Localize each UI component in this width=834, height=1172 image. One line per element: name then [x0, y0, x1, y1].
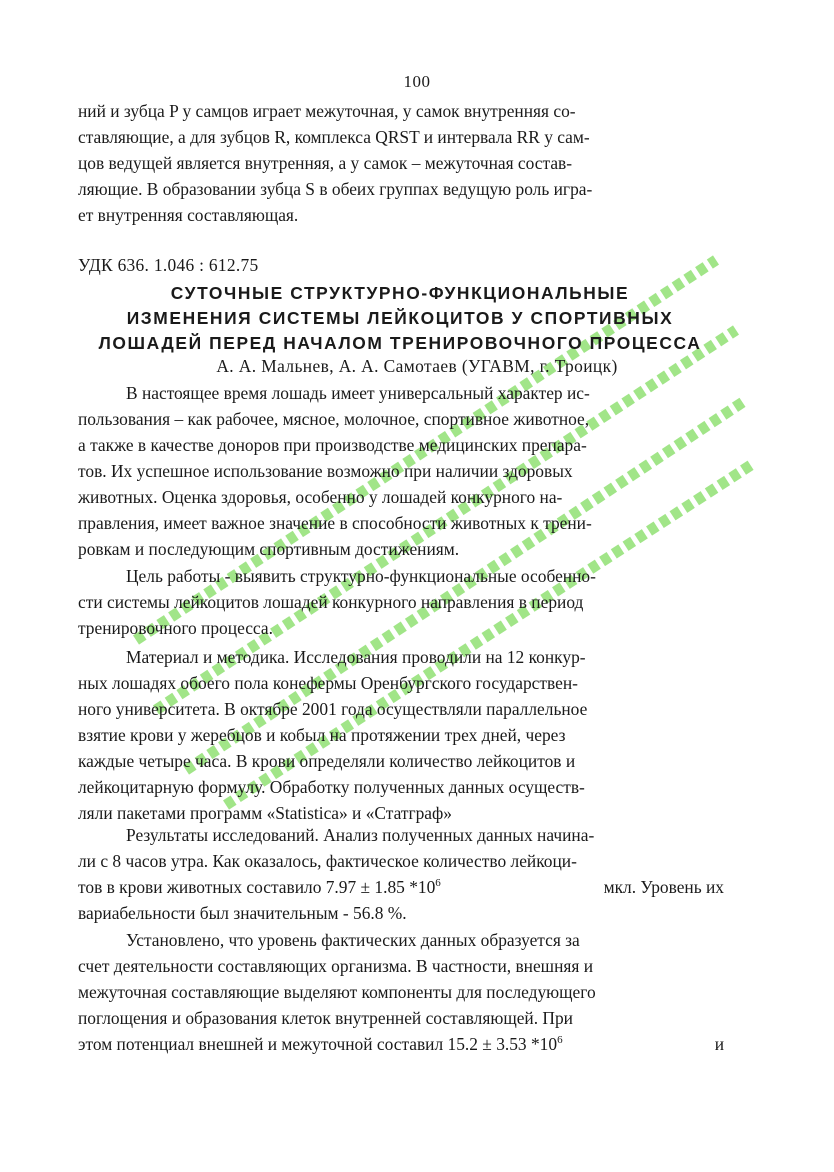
results-unit-text: мкл. Уровень их	[603, 877, 724, 897]
text-line: Результаты исследований. Анализ полученных данных начина-	[126, 825, 595, 845]
text-line: межуточная составляющие выделяют компоненты для последующего	[78, 982, 596, 1002]
results-paragraph	[78, 822, 724, 926]
page-number: 100	[403, 72, 431, 91]
goal-paragraph	[78, 563, 724, 641]
text-line	[78, 1031, 724, 1057]
text-line: поглощения и образования клеток внутренней составляющей. При	[78, 1008, 573, 1028]
title-line: ЛОШАДЕЙ ПЕРЕД НАЧАЛОМ ТРЕНИРОВОЧНОГО ПРОЦЕССА	[98, 333, 702, 353]
text-line: Материал и методика. Исследования проводили на 12 конкур-	[126, 647, 586, 667]
text-line: каждые четыре часа. В крови определяли количество лейкоцитов и	[78, 751, 576, 771]
text-line: а также в качестве доноров при производстве медицинских препара-	[78, 435, 587, 455]
title-line: СУТОЧНЫЕ СТРУКТУРНО-ФУНКЦИОНАЛЬНЫЕ	[170, 283, 630, 303]
text-line: пользования – как рабочее, мясное, молочное, спортивное животное,	[78, 409, 590, 429]
exponent: 6	[557, 1034, 563, 1047]
article-title	[60, 281, 740, 356]
text-line: Цель работы - выявить структурно-функциональные особенно-	[126, 566, 596, 586]
text-line: тренировочного процесса.	[78, 618, 273, 638]
exponent: 6	[435, 877, 441, 890]
intro-paragraph	[78, 380, 724, 562]
text-line: ного университета. В октябре 2001 года осуществляли параллельное	[78, 699, 588, 719]
established-paragraph	[78, 927, 724, 1057]
text-line: В настоящее время лошадь имеет универсальный характер ис-	[126, 383, 590, 403]
text-line: сти системы лейкоцитов лошадей конкурного направления в период	[78, 592, 584, 612]
text-line: ровкам и последующим спортивным достижениям.	[78, 539, 460, 559]
text-line: правления, имеет важное значение в способности животных к трени-	[78, 513, 592, 533]
text-line: ляющие. В образовании зубца S в обеих группах ведущую роль игра-	[78, 179, 593, 199]
potential-value-text: этом потенциал внешней и межуточной составил 15.2 ± 3.53 $*10^6$	[78, 1034, 563, 1054]
text-line: ляли пакетами программ «Statistica» и «Статграф»	[78, 803, 452, 823]
title-line: ИЗМЕНЕНИЯ СИСТЕМЫ ЛЕЙКОЦИТОВ У СПОРТИВНЫХ	[126, 308, 674, 328]
text-line: взятие крови у жеребцов и кобыл на протяжении трех дней, через	[78, 725, 566, 745]
authors-line: А. А. Мальнев, А. А. Самотаев (УГАВМ, г. Троицк)	[216, 356, 618, 376]
text-line: ных лошадях обоего пола конефермы Оренбургского государствен-	[78, 673, 578, 693]
udk-code: УДК 636. 1.046 : 612.75	[78, 255, 259, 275]
text-line: счет деятельности составляющих организма. В частности, внешняя и	[78, 956, 594, 976]
text-line: ставляющие, а для зубцов R, комплекса QRST и интервала RR у сам-	[78, 127, 590, 147]
text-line: лейкоцитарную формулу. Обработку полученных данных осуществ-	[78, 777, 585, 797]
text-line: ли с 8 часов утра. Как оказалось, фактическое количество лейкоци-	[78, 851, 577, 871]
text-line: животных. Оценка здоровья, особенно у лошадей конкурного на-	[78, 487, 563, 507]
text-line	[78, 874, 724, 900]
text-line: ний и зубца P у самцов играет межуточная, у самок внутренняя со-	[78, 101, 576, 121]
text-line: Установлено, что уровень фактических данных образуется за	[126, 930, 580, 950]
continuation-text: и	[714, 1034, 724, 1054]
text-line: цов ведущей является внутренняя, а у самок – межуточная состав-	[78, 153, 573, 173]
previous-article-ending	[78, 98, 724, 228]
text-line: тов. Их успешное использование возможно при наличии здоровых	[78, 461, 573, 481]
methods-paragraph	[78, 644, 724, 826]
text-line: вариабельности был значительным - 56.8 %.	[78, 903, 407, 923]
text-line: ет внутренняя составляющая.	[78, 205, 299, 225]
results-value-text: тов в крови животных составило 7.97 ± 1.85 $*10^6$	[78, 877, 441, 897]
